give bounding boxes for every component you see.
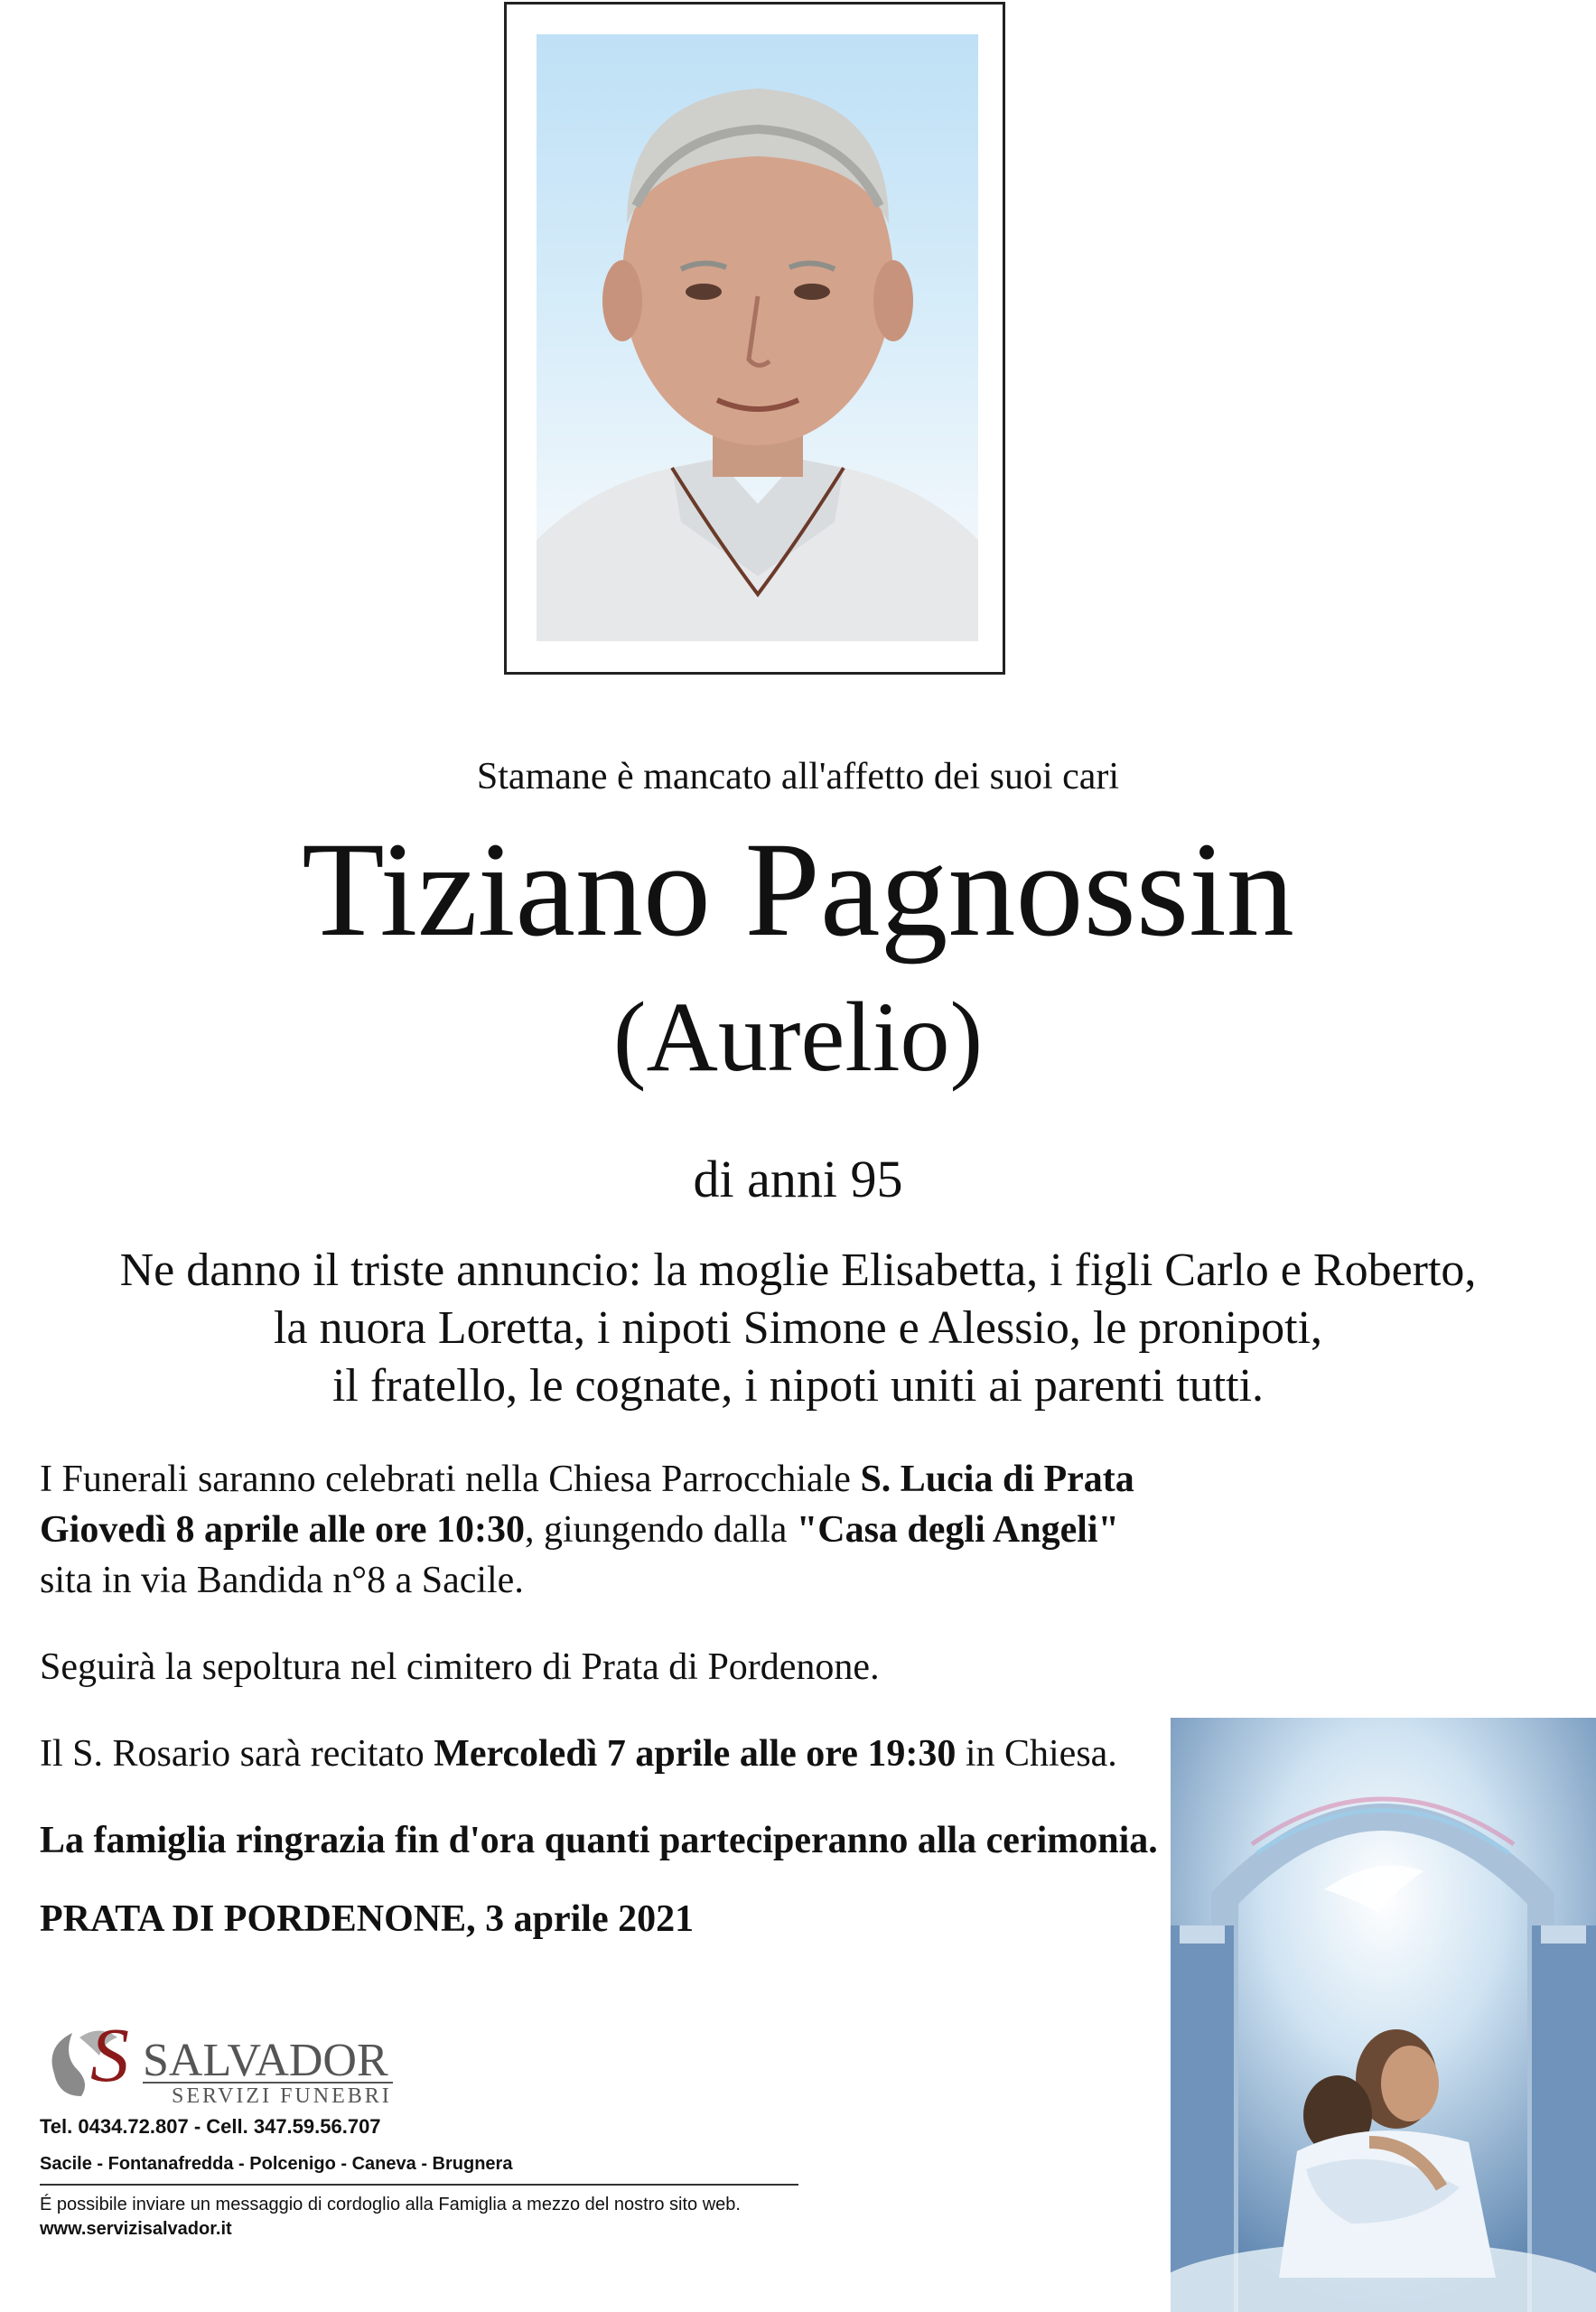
announcement-line: il fratello, le cognate, i nipoti uniti ai parenti tutti. xyxy=(331,1360,1265,1412)
church-name: S. Lucia di Prata xyxy=(860,1459,1134,1500)
svg-text:S: S xyxy=(90,2011,129,2098)
contact-phones: Tel. 0434.72.807 - Cell. 347.59.56.707 xyxy=(40,2115,381,2138)
announcement-line: Ne danno il triste annuncio: la moglie Elisabetta, i figli Carlo e Roberto, xyxy=(119,1245,1477,1296)
rosary-text: in Chiesa. xyxy=(956,1733,1117,1775)
departure-place: "Casa degli Angeli" xyxy=(796,1509,1119,1551)
website-link[interactable]: www.servizisalvador.it xyxy=(40,2219,232,2239)
announcement-line: la nuora Loretta, i nipoti Simone e Alessio, le pronipoti, xyxy=(273,1302,1323,1354)
logo-name: SALVADOR xyxy=(143,2035,388,2086)
funeral-info xyxy=(40,1454,1134,1606)
burial-info: Seguirà la sepoltura nel cimitero di Prata di Pordenone. xyxy=(40,1646,880,1688)
deceased-name: Tiziano Pagnossin xyxy=(302,815,1294,965)
rosary-text: Il S. Rosario sarà recitato xyxy=(40,1733,434,1775)
deceased-age: di anni 95 xyxy=(693,1150,903,1208)
place-date: PRATA DI PORDENONE, 3 aprile 2021 xyxy=(40,1898,695,1940)
funeral-text: , giungendo dalla xyxy=(524,1509,797,1551)
funeral-address: sita in via Bandida n°8 a Sacile. xyxy=(40,1560,524,1601)
deceased-alias: (Aurelio) xyxy=(612,982,984,1092)
religious-artwork xyxy=(1171,1718,1596,2312)
funeral-date: Giovedì 8 aprile alle ore 10:30 xyxy=(40,1509,525,1551)
footer-note xyxy=(40,2193,741,2242)
thanks-line: La famiglia ringrazia fin d'ora quanti parteciperanno alla cerimonia. xyxy=(40,1820,1158,1861)
intro-line: Stamane è mancato all'affetto dei suoi cari xyxy=(476,756,1120,797)
salvador-logo xyxy=(36,2010,415,2110)
portrait-frame xyxy=(504,2,1005,675)
condolence-note: É possibile inviare un messaggio di cordoglio alla Famiglia a mezzo del nostro sito web. xyxy=(40,2195,741,2214)
service-towns: Sacile - Fontanafredda - Polcenigo - Caneva - Brugnera xyxy=(40,2154,513,2174)
logo-subtitle: SERVIZI FUNEBRI xyxy=(172,2084,392,2108)
announcement xyxy=(0,1242,1596,1415)
funeral-text: I Funerali saranno celebrati nella Chiesa Parrocchiale xyxy=(40,1459,861,1500)
portrait-photo xyxy=(537,34,978,641)
footer-divider xyxy=(40,2184,798,2186)
rosary-info xyxy=(40,1729,1117,1779)
rosary-date: Mercoledì 7 aprile alle ore 19:30 xyxy=(434,1733,957,1775)
